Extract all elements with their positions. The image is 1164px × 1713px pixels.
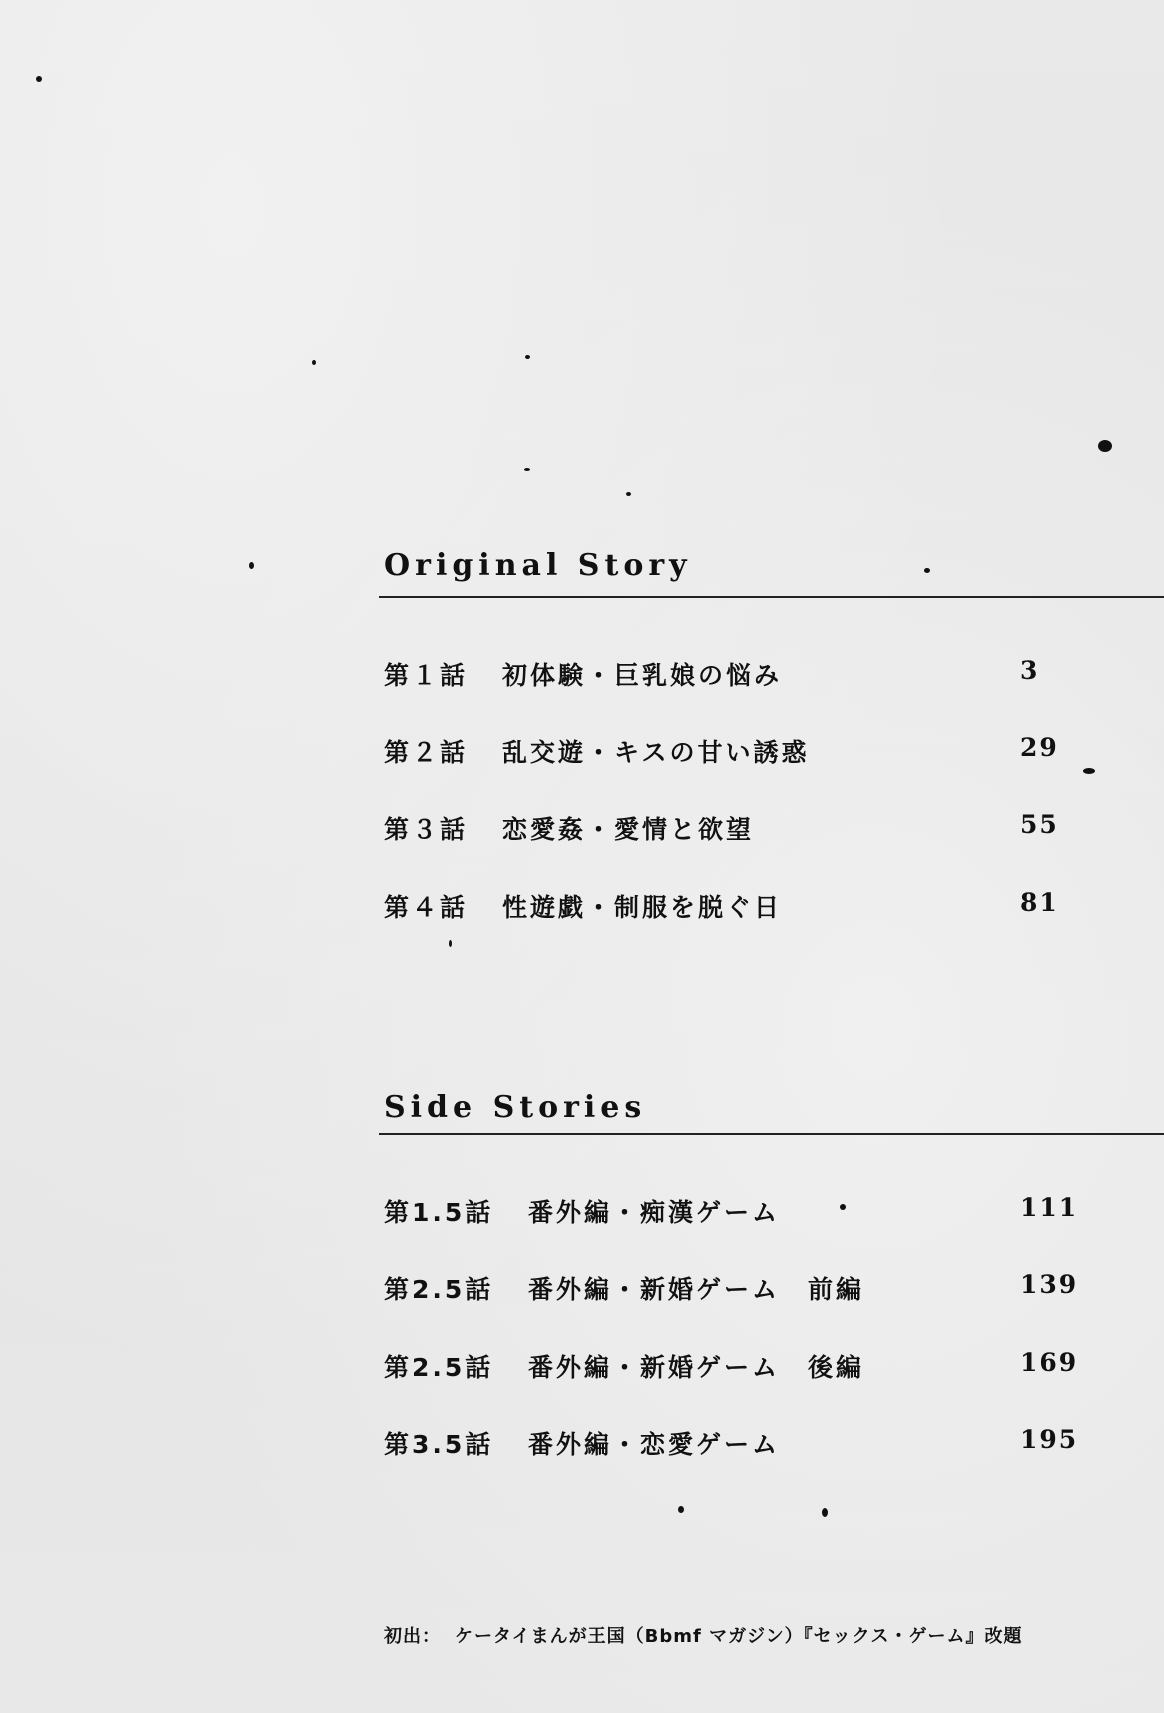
footnote-text: ケータイまんが王国（Bbmf マガジン）『セックス・ゲーム』改題: [455, 1626, 1023, 1647]
episode-title: 番外編・痴漢ゲーム: [528, 1198, 781, 1227]
section-heading-original-story: Original Story: [384, 548, 692, 583]
footnote-label: 初出：: [384, 1626, 441, 1647]
toc-entry[interactable]: [384, 1348, 1084, 1388]
toc-entry[interactable]: [384, 1193, 1084, 1233]
episode-number: 第2.5話: [384, 1275, 494, 1304]
section-divider: [379, 596, 1164, 598]
page-number: 195: [1020, 1425, 1079, 1454]
page-number: 111: [1020, 1193, 1079, 1222]
episode-title: 番外編・新婚ゲーム 後編: [528, 1353, 865, 1382]
scan-speck: [822, 1508, 828, 1517]
scan-speck: [524, 468, 530, 471]
toc-entry[interactable]: [384, 810, 1084, 850]
toc-entry[interactable]: [384, 1270, 1084, 1310]
section-heading-side-stories: Side Stories: [384, 1090, 647, 1125]
scan-speck: [36, 76, 42, 82]
scan-speck: [626, 492, 631, 496]
scan-speck: [678, 1506, 684, 1513]
episode-number: 第２話: [384, 738, 469, 767]
page-number: 29: [1020, 733, 1059, 762]
page-number: 3: [1020, 656, 1040, 685]
toc-entry[interactable]: [384, 656, 1084, 696]
page-number: 139: [1020, 1270, 1079, 1299]
toc-entry[interactable]: [384, 733, 1084, 773]
scan-speck: [525, 355, 530, 359]
episode-number: 第４話: [384, 893, 469, 922]
episode-number: 第３話: [384, 815, 469, 844]
toc-entry[interactable]: [384, 1425, 1084, 1465]
episode-title: 初体験・巨乳娘の悩み: [502, 661, 783, 690]
page-number: 81: [1020, 888, 1059, 917]
first-publication-note: [384, 1622, 1022, 1648]
episode-title: 乱交遊・キスの甘い誘惑: [502, 738, 810, 767]
episode-number: 第1.5話: [384, 1198, 494, 1227]
episode-title: 恋愛姦・愛情と欲望: [502, 815, 755, 844]
episode-title: 番外編・恋愛ゲーム: [528, 1430, 781, 1459]
toc-entry[interactable]: [384, 888, 1084, 928]
scan-speck: [449, 940, 452, 947]
episode-title: 番外編・新婚ゲーム 前編: [528, 1275, 865, 1304]
episode-number: 第2.5話: [384, 1353, 494, 1382]
section-divider: [379, 1133, 1164, 1135]
scan-speck: [1083, 768, 1095, 774]
page-number: 169: [1020, 1348, 1079, 1377]
episode-number: 第3.5話: [384, 1430, 494, 1459]
episode-title: 性遊戯・制服を脱ぐ日: [502, 893, 783, 922]
scan-speck: [924, 568, 930, 573]
scan-speck: [1098, 440, 1112, 452]
episode-number: 第１話: [384, 661, 469, 690]
scan-speck: [249, 562, 254, 569]
page-number: 55: [1020, 810, 1059, 839]
scan-speck: [312, 360, 316, 365]
